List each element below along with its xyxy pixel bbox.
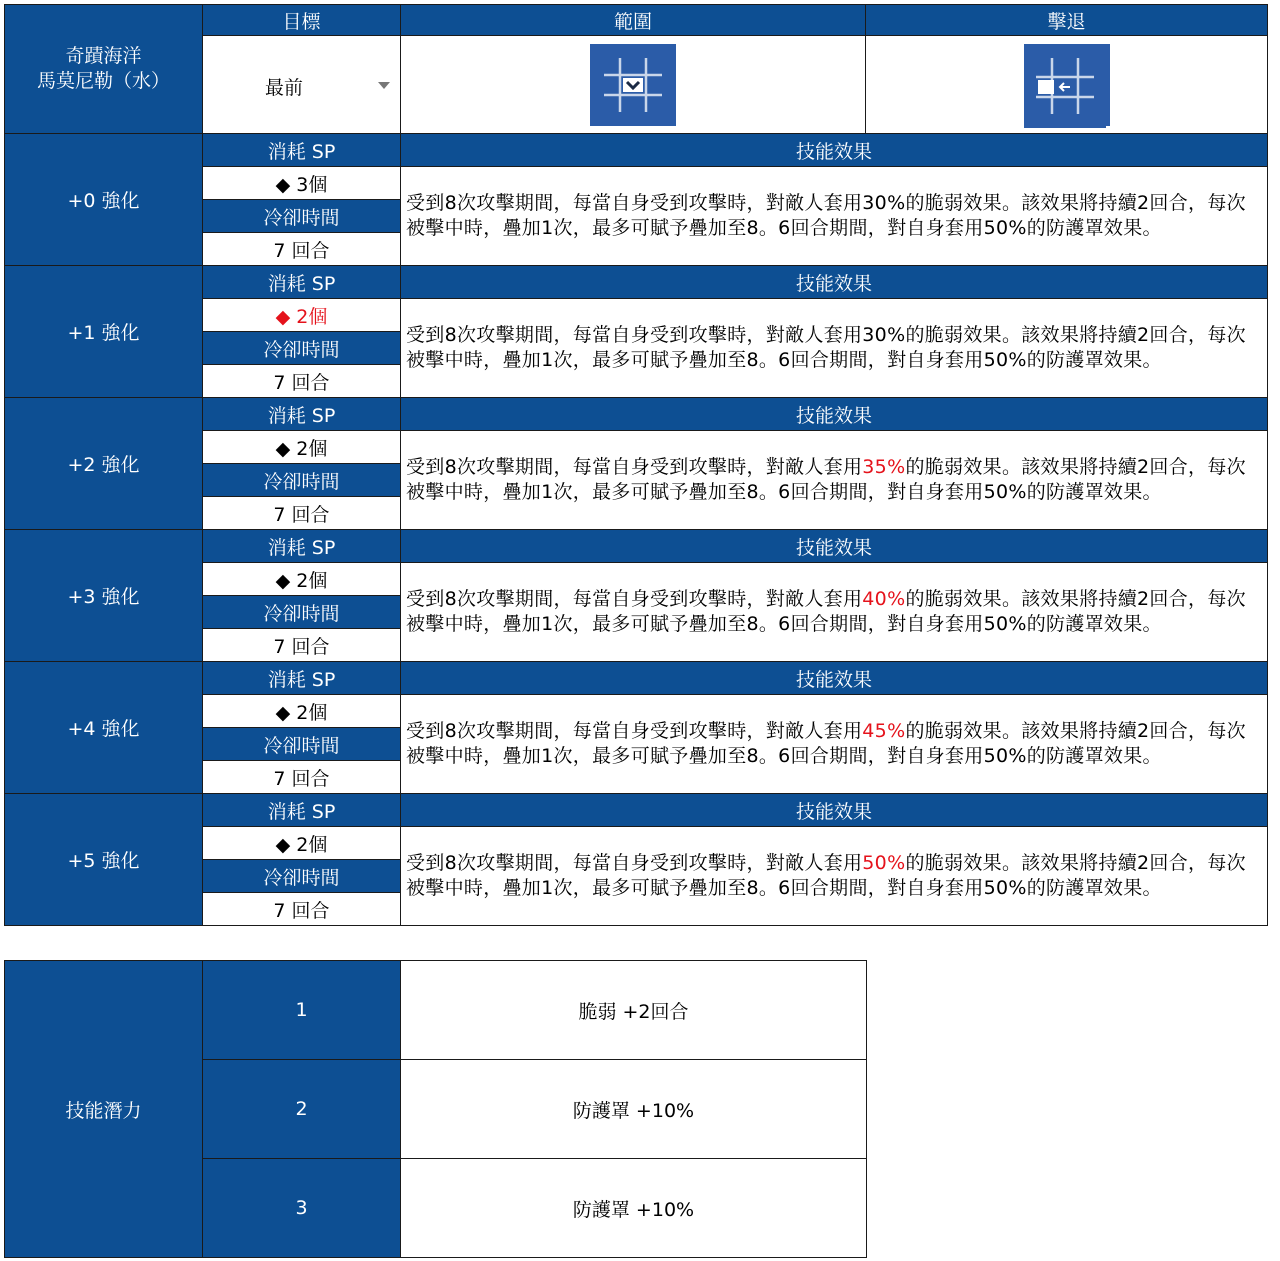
effect-text-pre: 受到8次攻擊期間，每當自身受到攻擊時，對敵人套用 xyxy=(406,852,863,874)
col-knockback-header: 擊退 xyxy=(866,5,1268,36)
level-label: +5 強化 xyxy=(5,794,203,926)
skill-effect-text xyxy=(401,167,1268,266)
potential-num-1: 1 xyxy=(203,961,401,1060)
cooldown-value: 7 回合 xyxy=(203,365,401,398)
effect-text-pre: 受到8次攻擊期間，每當自身受到攻擊時，對敵人套用 xyxy=(406,720,863,742)
target-select[interactable] xyxy=(203,36,401,134)
skill-effect-text xyxy=(401,299,1268,398)
cooldown-label: 冷卻時間 xyxy=(203,860,401,893)
effect-text-pre: 受到8次攻擊期間，每當自身受到攻擊時，對敵人套用 xyxy=(406,324,863,346)
effect-percent: 40% xyxy=(862,588,906,610)
cooldown-value: 7 回合 xyxy=(203,893,401,926)
potential-value-2: 防護罩 +10% xyxy=(401,1060,867,1159)
effect-text-post: 的脆弱效果。該效果將持續2回合，每次被擊中時，疊加1次，最多可賦予疊加至8。6回合期間，對自身套用50%的防護罩效果。 xyxy=(406,456,1246,503)
cooldown-value: 7 回合 xyxy=(203,233,401,266)
level-label: +0 強化 xyxy=(5,134,203,266)
skill-effect-text xyxy=(401,827,1268,926)
effect-text-pre: 受到8次攻擊期間，每當自身受到攻擊時，對敵人套用 xyxy=(406,456,863,478)
sp-cost-label: 消耗 SP xyxy=(203,662,401,695)
level-label: +2 強化 xyxy=(5,398,203,530)
effect-percent: 35% xyxy=(862,456,906,478)
effect-percent: 30% xyxy=(862,192,906,214)
effect-percent: 45% xyxy=(862,720,906,742)
sp-cost-value: ◆ 2個 xyxy=(203,827,401,860)
range-cell xyxy=(401,36,866,134)
skill-effect-label: 技能效果 xyxy=(401,662,1268,695)
range-grid-icon xyxy=(590,44,676,126)
cooldown-label: 冷卻時間 xyxy=(203,728,401,761)
sp-cost-label: 消耗 SP xyxy=(203,398,401,431)
sp-cost-value: ◆ 3個 xyxy=(203,167,401,200)
sp-cost-label: 消耗 SP xyxy=(203,794,401,827)
effect-percent: 50% xyxy=(862,852,906,874)
effect-text-post: 的脆弱效果。該效果將持續2回合，每次被擊中時，疊加1次，最多可賦予疊加至8。6回合期間，對自身套用50%的防護罩效果。 xyxy=(406,720,1246,767)
skill-effect-label: 技能效果 xyxy=(401,134,1268,167)
effect-percent: 30% xyxy=(862,324,906,346)
sp-cost-value: ◆ 2個 xyxy=(203,299,401,332)
effect-text-pre: 受到8次攻擊期間，每當自身受到攻擊時，對敵人套用 xyxy=(406,192,863,214)
sp-cost-value: ◆ 2個 xyxy=(203,563,401,596)
potential-value-3: 防護罩 +10% xyxy=(401,1159,867,1258)
skill-effect-label: 技能效果 xyxy=(401,794,1268,827)
knockback-cell xyxy=(866,36,1268,134)
potential-table xyxy=(4,960,867,1258)
sp-cost-value: ◆ 2個 xyxy=(203,695,401,728)
cooldown-label: 冷卻時間 xyxy=(203,464,401,497)
effect-text-pre: 受到8次攻擊期間，每當自身受到攻擊時，對敵人套用 xyxy=(406,588,863,610)
skill-effect-label: 技能效果 xyxy=(401,530,1268,563)
potential-num-2: 2 xyxy=(203,1060,401,1159)
skill-effect-text xyxy=(401,695,1268,794)
sp-cost-label: 消耗 SP xyxy=(203,266,401,299)
skill-effect-text xyxy=(401,431,1268,530)
cooldown-value: 7 回合 xyxy=(203,629,401,662)
potential-title: 技能潛力 xyxy=(5,961,203,1258)
knockback-grid-icon xyxy=(1024,44,1110,126)
effect-text-post: 的脆弱效果。該效果將持續2回合，每次被擊中時，疊加1次，最多可賦予疊加至8。6回合期間，對自身套用50%的防護罩效果。 xyxy=(406,192,1246,239)
chevron-down-icon xyxy=(378,82,390,89)
level-label: +1 強化 xyxy=(5,266,203,398)
level-label: +4 強化 xyxy=(5,662,203,794)
effect-text-post: 的脆弱效果。該效果將持續2回合，每次被擊中時，疊加1次，最多可賦予疊加至8。6回合期間，對自身套用50%的防護罩效果。 xyxy=(406,852,1246,899)
level-label: +3 強化 xyxy=(5,530,203,662)
effect-text-post: 的脆弱效果。該效果將持續2回合，每次被擊中時，疊加1次，最多可賦予疊加至8。6回合期間，對自身套用50%的防護罩效果。 xyxy=(406,588,1246,635)
sp-cost-label: 消耗 SP xyxy=(203,134,401,167)
potential-value-1: 脆弱 +2回合 xyxy=(401,961,867,1060)
cooldown-label: 冷卻時間 xyxy=(203,200,401,233)
potential-num-3: 3 xyxy=(203,1159,401,1258)
skill-effect-label: 技能效果 xyxy=(401,266,1268,299)
unit-name-line1: 奇蹟海洋 xyxy=(65,45,142,67)
target-value: 最前 xyxy=(265,76,304,99)
cooldown-value: 7 回合 xyxy=(203,497,401,530)
cooldown-value: 7 回合 xyxy=(203,761,401,794)
skill-effect-label: 技能效果 xyxy=(401,398,1268,431)
sp-cost-value: ◆ 2個 xyxy=(203,431,401,464)
col-target-header: 目標 xyxy=(203,5,401,36)
unit-name-line2: 馬莫尼勒（水） xyxy=(36,70,170,92)
cooldown-label: 冷卻時間 xyxy=(203,596,401,629)
col-range-header: 範圍 xyxy=(401,5,866,36)
skill-table xyxy=(4,4,1268,926)
sp-cost-label: 消耗 SP xyxy=(203,530,401,563)
unit-name xyxy=(5,5,203,134)
cooldown-label: 冷卻時間 xyxy=(203,332,401,365)
effect-text-post: 的脆弱效果。該效果將持續2回合，每次被擊中時，疊加1次，最多可賦予疊加至8。6回合期間，對自身套用50%的防護罩效果。 xyxy=(406,324,1246,371)
skill-effect-text xyxy=(401,563,1268,662)
